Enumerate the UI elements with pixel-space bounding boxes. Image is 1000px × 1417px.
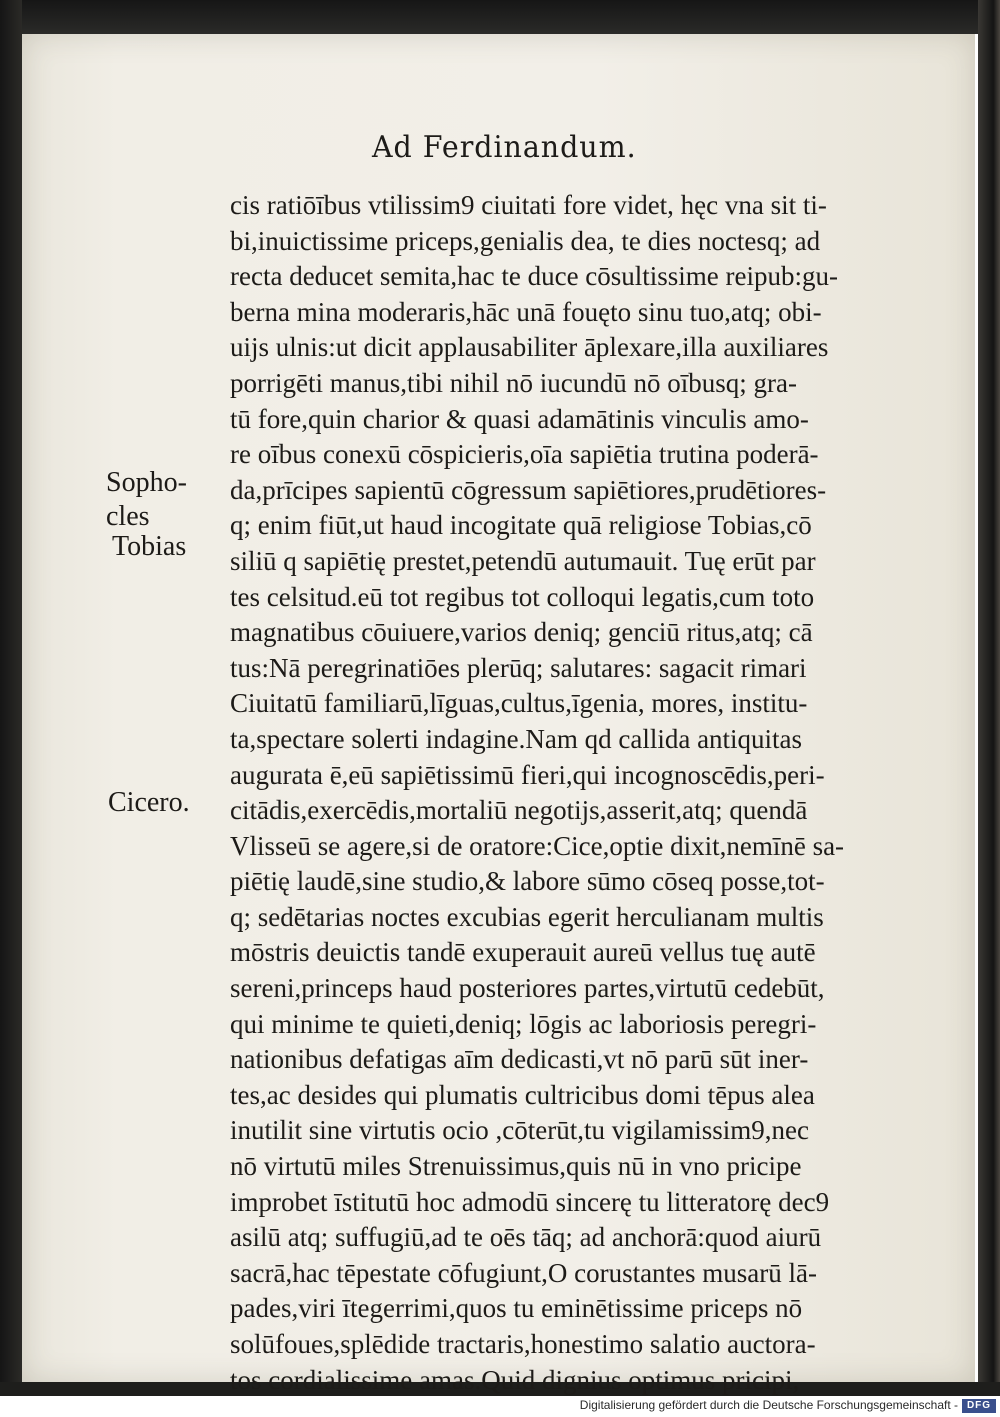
running-head: Ad Ferdinandum. — [372, 130, 637, 165]
text-line: q; sedētarias noctes excubias egerit herculianam multis — [230, 901, 824, 932]
text-line: qui minime te quieti,deniq; lōgis ac laboriosis peregri- — [230, 1008, 817, 1039]
text-line: magnatibus cōuiuere,varios deniq; genciū ritus,atq; cā — [230, 617, 813, 648]
digitization-footer — [0, 1396, 1000, 1417]
text-line: tes celsitud.eū tot regibus tot colloqui legatis,cum toto — [230, 581, 815, 612]
text-line: nationibus defatigas aīm dedicasti,vt nō parū sūt iner- — [230, 1044, 809, 1075]
text-line: nō virtutū miles Strenuissimus,quis nū in vno pricipe — [230, 1151, 802, 1182]
text-line: da,prīcipes sapientū cōgressum sapiētiores,prudētiores- — [230, 474, 827, 505]
marginal-note-sophocles-cont: cles — [106, 501, 150, 532]
book-page — [22, 34, 975, 1395]
text-line: recta deducet semita,hac te duce cōsultissime reipub:gu- — [230, 261, 839, 292]
marginal-note-sophocles: Sopho- — [106, 467, 187, 498]
text-line: tos cordialissime amas.Quid dignius optimus pricipi, — [230, 1364, 800, 1395]
scan-edge-right — [978, 0, 1000, 1396]
text-line: sereni,princeps haud posteriores partes,virtutū cedebūt, — [230, 973, 825, 1004]
marginal-note-cicero: Cicero. — [108, 787, 190, 818]
text-line: berna mina moderaris,hāc unā fouęto sinu tuo,atq; obi- — [230, 296, 822, 327]
funding-credit: Digitalisierung gefördert durch die Deutsche Forschungsgemeinschaft - — [579, 1398, 958, 1412]
text-line: pades,viri ītegerrimi,quos tu eminētissime priceps nō — [230, 1293, 803, 1324]
text-line: piētię laudē,sine studio,& labore sūmo cōseq posse,tot- — [230, 866, 825, 897]
text-line: improbet īstitutū hoc admodū sincerę tu litteratorę dec9 — [230, 1186, 830, 1217]
text-line: Ciuitatū familiarū,līguas,cultus,īgenia, mores, institu- — [230, 688, 808, 719]
text-line: mōstris deuictis tandē exuperauit aureū vellus tuę autē — [230, 937, 816, 968]
text-line: tū fore,quin charior & quasi adamātinis vinculis amo- — [230, 403, 809, 434]
dfg-logo: DFG — [962, 1399, 996, 1413]
text-line: ta,spectare solerti indagine.Nam qd callida antiquitas — [230, 723, 803, 754]
text-line: tes,ac desides qui plumatis cultricibus domi tēpus alea — [230, 1079, 815, 1110]
text-line: bi,inuictissime priceps,genialis dea, te dies noctesq; ad — [230, 225, 821, 256]
text-line: Vlisseū se agere,si de oratore:Cice,optie dixit,nemīnē sa- — [230, 830, 845, 861]
text-line: solūfoues,splēdide tractaris,honestimo salatio auctora- — [230, 1329, 816, 1359]
scan-edge-top — [0, 0, 1000, 34]
text-line: augurata ē,eū sapiētissimū fieri,qui incognoscēdis,peri- — [230, 759, 825, 790]
text-line: uijs ulnis:ut dicit applausabiliter āplexare,illa auxiliares — [230, 332, 829, 363]
scan-edge-left — [0, 0, 22, 1396]
text-line: porrigēti manus,tibi nihil nō iucundū nō oībusq; gra- — [230, 367, 797, 398]
text-line: q; enim fiūt,ut haud incogitate quā religiose Tobias,cō — [230, 510, 812, 541]
text-line: cis ratiōībus vtilissim9 ciuitati fore videt, hęc vna sit ti- — [230, 190, 827, 220]
text-line: sacrā,hac tēpestate cōfugiunt,O corustantes musarū lā- — [230, 1257, 818, 1288]
text-line: tus:Nā peregrinatiōes plerūq; salutares: sagacit rimari — [230, 652, 807, 683]
text-line: re oībus conexū cōspicieris,oīa sapiētia trutina poderā- — [230, 439, 819, 470]
body-text — [230, 188, 920, 1398]
text-line: siliū q sapiētię prestet,petendū autumauit. Tuę erūt par — [230, 545, 816, 576]
marginal-note-tobias: Tobias — [112, 531, 187, 562]
text-line: citādis,exercēdis,mortaliū negotijs,asserit,atq; quendā — [230, 795, 808, 826]
text-line: inutilit sine virtutis ocio ,cōterūt,tu vigilamissim9,nec — [230, 1115, 809, 1146]
text-line: asilū atq; suffugiū,ad te oēs tāq; ad anchorā:quod aiurū — [230, 1222, 822, 1253]
